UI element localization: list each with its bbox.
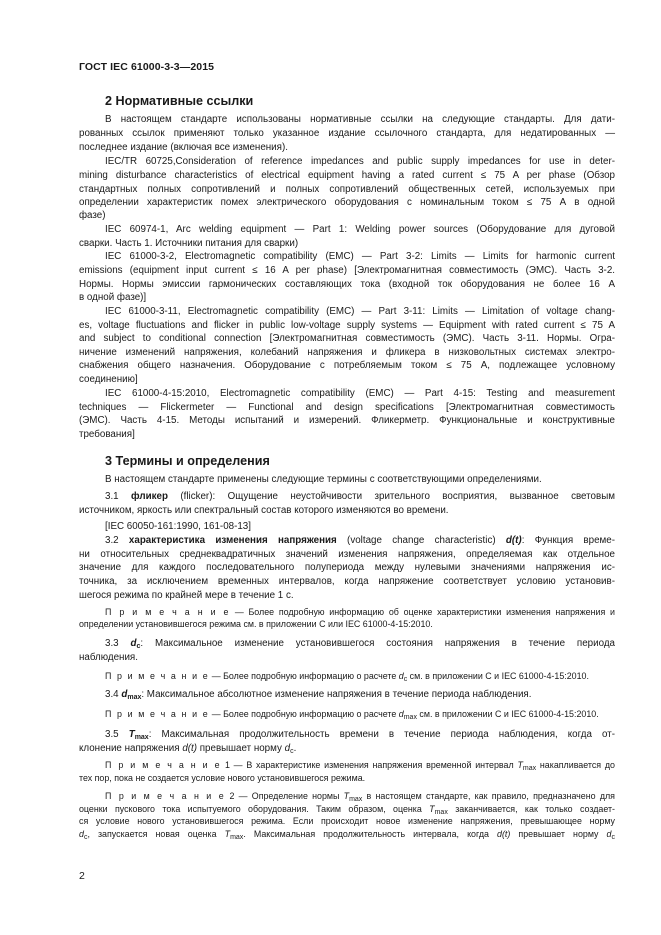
- text-line: emissions (equipment input current ≤ 16 A per phase) [Электромагнитная совместимость (ЭМС). Часть 3-2.: [79, 265, 615, 276]
- text-line: ничение изменений напряжения, колебаний напряжения и фликера в низковольтных системах электро-: [79, 347, 615, 358]
- section-2-heading: 2 Нормативные ссылки: [105, 94, 254, 108]
- term-3-4-line: 3.4 $d_{max}$: Максимальное абсолютное изменение напряжения в течение периода наблюдения.: [105, 689, 532, 701]
- section-3-heading: 3 Термины и определения: [105, 454, 270, 468]
- text-line: соединению]: [79, 374, 138, 385]
- note-line: П р и м е ч а н и е — Более подробную информацию об оценке характеристики изменения напряжения и: [105, 607, 615, 617]
- text-line: IEC/TR 60725,Consideration of reference impedances and public supply impedances for use in deter-: [105, 156, 615, 167]
- note-line: П р и м е ч а н и е 2 — Определение нормы $T_{max}$ в настоящем стандарте, как правило, предназначено для: [105, 791, 615, 803]
- text-line: последнее издание (включая все изменения).: [79, 142, 288, 153]
- text-line: определении характеристик помех электрического оборудования с номинальным током ≤ 75 А в одной: [79, 197, 615, 208]
- page-number: 2: [79, 870, 85, 882]
- term-3-1-line: 3.1 фликер (flicker): Ощущение неустойчивости зрительного восприятия, вызванное световым: [105, 491, 615, 502]
- text-line: рованных ссылок применяют только указанное издание ссылочного стандарта, для недатированных —: [79, 128, 615, 139]
- text-line: mining disturbance characteristics of electrical equipment having a rated current ≤ 75 A per phase (Обзор: [79, 170, 615, 181]
- text-line: источником, яркость или спектральный состав которого изменяются во времени.: [79, 505, 449, 516]
- note-line: определении установившегося режима см. в приложении С или IEC 61000-4-15:2010.: [79, 619, 433, 629]
- text-line: значение для каждого последовательного полупериода между нулевыми значениями напряжения ис-: [79, 562, 615, 573]
- text-line: es, voltage fluctuations and flicker in public low-voltage supply systems — Equipment with rated current ≤ 75 A: [79, 320, 615, 331]
- note-line: ся условие нового установившегося режима. Если происходит новое изменение напряжения, превышающее норму: [79, 816, 615, 826]
- page-header: ГОСТ IEC 61000-3-3—2015: [79, 61, 215, 73]
- text-line: стандартных полных сопротивлений и полных сопротивлений общественных сетей, используемых при: [79, 184, 615, 195]
- text-line: снабжения общего назначения. Оборудование с потребляемым током ≤ 75 А, подлежащее условному: [79, 360, 615, 371]
- text-line: сварки. Часть 1. Источники питания для сварки): [79, 238, 299, 249]
- note-line: оценки пускового тока испытуемого оборудования. Таким образом, оценка $T_{max}$ заканчивается, как только создает-: [79, 804, 616, 816]
- text-line: techniques — Flickermeter — Functional and design specifications [Электромагнитная совместимость: [79, 402, 615, 413]
- term-3-5-line: 3.5 $T_{max}$: Максимальная продолжительность времени в течение периода наблюдения, когда от-: [105, 729, 615, 741]
- text-line: and subject to conditional connection [Электромагнитная совместимость (ЭМС). Часть 3-11. Нормы. Огра-: [79, 333, 615, 344]
- text-line: IEC 61000-3-11, Electromagnetic compatibility (EMC) — Part 3-11: Limits — Limitation of voltage chang-: [105, 306, 615, 317]
- note-line: П р и м е ч а н и е — Более подробную информацию о расчете $d_{max}$ см. в приложении С и IEC 61000-4-15:2010.: [105, 709, 599, 721]
- text-line: IEC 61000-3-2, Electromagnetic compatibility (EMC) — Part 3-2: Limits — Limits for harmonic current: [105, 251, 615, 262]
- term-3-3-line: 3.3 $d_c$: Максимальное изменение установившегося состояния напряжения в течение периода: [105, 638, 615, 650]
- note-line: тех пор, пока не создается условие нового установившегося режима.: [79, 773, 366, 783]
- text-line: в одной фазе)]: [79, 292, 147, 303]
- text-line: клонение напряжения d(t) превышает норму $d_c$.: [79, 743, 297, 755]
- text-line: требования]: [79, 429, 135, 440]
- text-line: (ЭМС). Часть 4-15. Методы испытаний и измерений. Фликерметр. Функциональные и конструктивные: [79, 415, 615, 426]
- note-line: П р и м е ч а н и е — Более подробную информацию о расчете $d_c$ см. в приложении С и IEC 61000-4-15:2010.: [105, 671, 589, 683]
- text-line: В настоящем стандарте использованы нормативные ссылки на следующие стандарты. Для дати-: [105, 114, 615, 125]
- text-line: ни относительных среднеквадратичных значений изменения напряжения, определяемая как отдельное: [79, 549, 615, 560]
- text-line: шегося режима по крайней мере в течение 1 с.: [79, 590, 294, 601]
- text-line: Нормы. Нормы эмиссии гармонических составляющих тока (входной ток оборудования не более 16 А: [79, 279, 615, 290]
- text-line: фазе): [79, 210, 106, 221]
- note-line: $d_c$, запускается новая оценка $T_{max}$. Максимальная продолжительность интервала, когда d(t) превышает норму $d_c$: [79, 829, 615, 841]
- text-line: IEC 60974-1, Arc welding equipment — Part 1: Welding power sources (Оборудование для дуговой: [105, 224, 615, 235]
- term-3-1-reference: [IEC 60050-161:1990, 161-08-13]: [105, 521, 251, 532]
- text-line: В настоящем стандарте применены следующие термины с соответствующими определениями.: [105, 474, 542, 485]
- text-line: IEC 61000-4-15:2010, Electromagnetic compatibility (EMC) — Part 4-15: Testing and measurement: [105, 388, 615, 399]
- term-3-2-line: 3.2 характеристика изменения напряжения (voltage change characteristic) d(t): Функция време-: [105, 535, 615, 546]
- note-line: П р и м е ч а н и е 1 — В характеристике изменения напряжения временной интервал $T_{max}$ накапливается до: [105, 760, 615, 772]
- text-line: точника, за исключением временных интервалов, когда напряжение соответствует условию установив-: [79, 576, 615, 587]
- text-line: наблюдения.: [79, 652, 138, 663]
